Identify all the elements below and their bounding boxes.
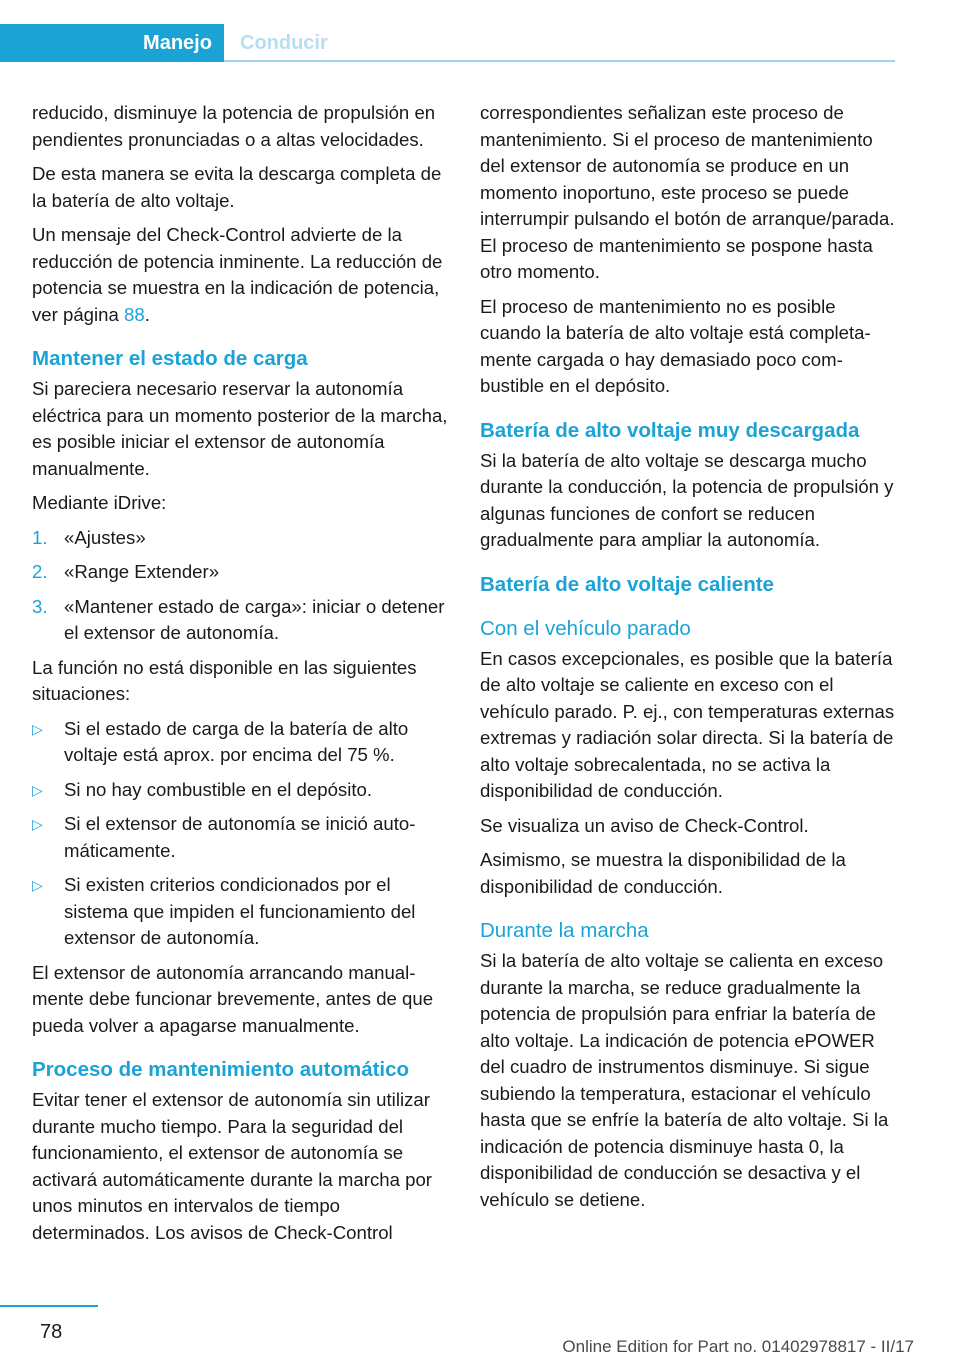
list-item xyxy=(32,777,448,804)
paragraph: reducido, disminuye la potencia de propulsión en pendientes pronunciadas o a altas velocidades. xyxy=(32,102,436,150)
list-item-text: «Ajustes» xyxy=(64,526,146,548)
page-number: 78 xyxy=(40,1321,63,1343)
section-heading: Proceso de mantenimiento automático xyxy=(32,1058,410,1081)
list-item-text: Si el estado de carga de la batería de alto voltaje está aprox. por encima del 75 %. xyxy=(64,717,409,765)
paragraph: Si la batería de alto voltaje se calienta en exceso durante la marcha, se reduce gradualmente la potencia de propulsión para enfriar la batería de alto voltaje. La indicación de potencia ePOWER del cuadro de instrumentos disminuye. Si sigue subiendo la temperatura, estacionar el vehículo hasta que se enfríe la batería de alto voltaje. Si la indicación de potencia disminuye hasta 0, la disponibilidad de conducción se desactiva y el vehículo se detiene. xyxy=(480,950,889,1210)
paragraph: correspondientes señalizan este proceso de mantenimiento. Si el proceso de mantenimiento del extensor de autonomía se produce en un momento inoportuno, este proceso se puede interrumpir pulsando el botón de arranque/parada. El proceso de mantenimiento se pospone hasta otro momento. xyxy=(480,102,895,282)
paragraph: El extensor de autonomía arrancando manualmente debe funcionar brevemente, antes de que pueda volver a apagarse manualmente. xyxy=(32,961,434,1036)
paragraph-text: . xyxy=(144,303,150,325)
paragraph: Asimismo, se muestra la disponibilidad de la disponibilidad de conducción. xyxy=(480,849,846,897)
paragraph: Se visualiza un aviso de Check-Control. xyxy=(480,814,809,836)
list-item xyxy=(32,716,448,769)
list-number: 1. xyxy=(32,526,48,548)
subsection-heading: Con el vehículo parado xyxy=(480,616,691,640)
header-subsection-title: Conducir xyxy=(240,32,328,54)
triangle-bullet-icon: ▷ xyxy=(32,816,43,832)
triangle-bullet-icon: ▷ xyxy=(32,720,43,737)
list-item-text: Si no hay combustible en el depósito. xyxy=(64,778,373,800)
subsection-heading: Durante la marcha xyxy=(480,919,649,942)
list-item-text: Si existen criterios condicionados por el sistema que impiden el funcionamiento del extensor de autonomía. xyxy=(64,874,416,948)
edition-note: Online Edition for Part no. 01402978817 - II/17 xyxy=(562,1337,914,1356)
paragraph-text: Un mensaje del Check-Control advierte de la reducción de potencia inminente. La reducción de potencia se muestra en la indicación de potencia, ver página xyxy=(32,224,443,325)
paragraph: De esta manera se evita la descarga completa de la batería de alto voltaje. xyxy=(32,163,442,211)
paragraph: La función no está disponible en las siguientes situaciones: xyxy=(32,656,417,704)
triangle-bullet-icon: ▷ xyxy=(32,877,43,893)
list-item xyxy=(32,872,448,952)
list-item-text: Si el extensor de autonomía se inició automáticamente. xyxy=(64,813,416,861)
section-heading: Mantener el estado de carga xyxy=(32,347,308,370)
left-column xyxy=(32,100,448,1254)
list-number: 2. xyxy=(32,561,48,582)
list-item xyxy=(32,811,448,864)
section-heading: Batería de alto voltaje caliente xyxy=(480,572,774,596)
right-column xyxy=(480,100,896,1221)
page-header xyxy=(0,24,895,62)
footer-rule xyxy=(0,1305,98,1307)
paragraph: Si la batería de alto voltaje se descarga mucho durante la conducción, la potencia de propulsión y algunas funciones de confort se reducen gradualmente para ampliar la autonomía. xyxy=(480,449,894,550)
section-heading: Batería de alto voltaje muy descargada xyxy=(480,418,860,442)
page-reference-link[interactable]: 88 xyxy=(124,303,145,325)
list-item-text: «Range Extender» xyxy=(64,561,220,582)
header-section-title: Manejo xyxy=(143,32,212,54)
paragraph: Evitar tener el extensor de autonomía sin utilizar durante mucho tiempo. Para la seguridad del funcionamiento, el extensor de autonomía se activará automáticamente durante la marcha por unos minutos en intervalos de tiempo determinados. Los avisos de Check-Control xyxy=(32,1089,432,1243)
paragraph: El proceso de mantenimiento no es posible cuando la batería de alto voltaje está completamente cargada o hay demasiado poco combustible en el depósito. xyxy=(480,295,871,396)
paragraph: En casos excepcionales, es posible que la batería de alto voltaje se caliente en exceso con el vehículo parado. P. ej., con temperaturas externas extremas y radiación solar directa. Si la batería de alto voltaje sobrecalentada, no se activa la disponibilidad de conducción. xyxy=(480,647,895,801)
list-item-text: «Mantener estado de carga»: iniciar o detener el extensor de autonomía. xyxy=(64,595,445,643)
paragraph xyxy=(32,222,448,328)
list-item xyxy=(32,525,448,552)
list-item xyxy=(32,559,448,586)
paragraph: Si pareciera necesario reservar la autonomía eléctrica para un momento posterior de la marcha, es posible iniciar el extensor de autonomía manualmente. xyxy=(32,378,448,479)
list-number: 3. xyxy=(32,595,48,617)
list-item xyxy=(32,594,448,647)
triangle-bullet-icon: ▷ xyxy=(32,781,43,798)
paragraph: Mediante iDrive: xyxy=(32,492,167,513)
